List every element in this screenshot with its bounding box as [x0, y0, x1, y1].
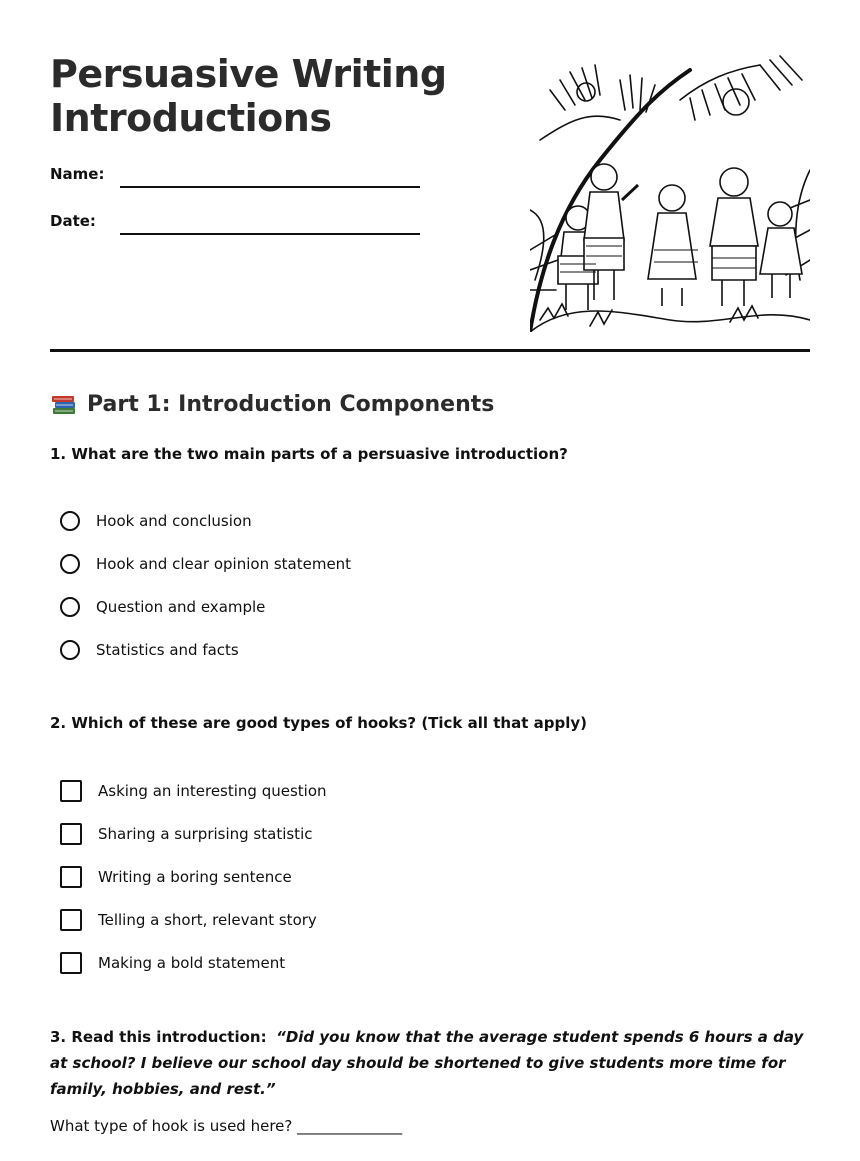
radio-button[interactable] [60, 640, 80, 660]
checkbox[interactable] [60, 823, 82, 845]
date-label: Date: [50, 212, 96, 230]
question-3 [50, 1024, 815, 1102]
name-field[interactable] [120, 186, 420, 188]
part-1-heading [50, 390, 494, 418]
checkbox[interactable] [60, 909, 82, 931]
option-label: Asking an interesting question [98, 782, 327, 800]
question-1: 1. What are the two main parts of a persuasive introduction? [50, 445, 568, 463]
question-3-lead: 3. Read this introduction: [50, 1028, 267, 1046]
title-line-2: Introductions [50, 96, 332, 140]
option-label: Writing a boring sentence [98, 868, 292, 886]
q1-option[interactable] [60, 511, 252, 531]
q1-option[interactable] [60, 554, 351, 574]
question-2: 2. Which of these are good types of hooks? (Tick all that apply) [50, 714, 587, 732]
q1-option[interactable] [60, 597, 265, 617]
radio-button[interactable] [60, 597, 80, 617]
radio-button[interactable] [60, 554, 80, 574]
header-divider [50, 349, 810, 352]
checkbox[interactable] [60, 952, 82, 974]
option-label: Telling a short, relevant story [98, 911, 317, 929]
option-label: Hook and clear opinion statement [96, 555, 352, 573]
worksheet-title [50, 52, 447, 140]
option-label: Sharing a surprising statistic [98, 825, 313, 843]
introduction-quote: “Did you know that the average student spends 6 hours a day at school? I believe our school day should be shortened to give students more time for family, hobbies, and rest.” [50, 1028, 804, 1098]
part-1-title: Part 1: Introduction Components [87, 391, 495, 417]
name-label: Name: [50, 165, 105, 183]
checkbox[interactable] [60, 866, 82, 888]
books-icon [50, 390, 78, 418]
checkbox[interactable] [60, 780, 82, 802]
option-label: Making a bold statement [98, 954, 286, 972]
q2-option[interactable] [60, 823, 312, 845]
q2-option[interactable] [60, 866, 292, 888]
option-label: Question and example [96, 598, 266, 616]
q1-option[interactable] [60, 640, 239, 660]
q2-option[interactable] [60, 909, 317, 931]
title-line-1: Persuasive Writing [50, 52, 447, 96]
hook-type-answer-field[interactable]: What type of hook is used here? ______________ [50, 1117, 403, 1135]
date-field[interactable] [120, 233, 420, 235]
radio-button[interactable] [60, 511, 80, 531]
children-singing-in-forest-illustration [530, 50, 810, 332]
option-label: Hook and conclusion [96, 512, 252, 530]
option-label: Statistics and facts [96, 641, 239, 659]
q2-option[interactable] [60, 780, 327, 802]
q2-option[interactable] [60, 952, 285, 974]
